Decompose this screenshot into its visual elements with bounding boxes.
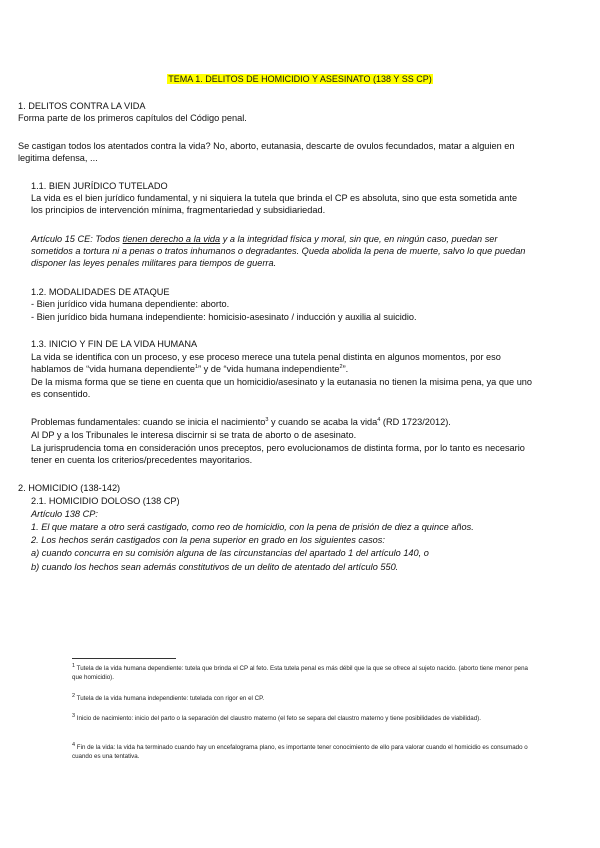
section-1-1-heading: 1.1. BIEN JURÍDICO TUTELADO	[31, 181, 168, 191]
section-1-3-line: La jurisprudencia toma en consideración unos preceptos, pero evolucionamos de distinta forma, por lo tanto es necesario	[31, 443, 525, 453]
section-1-2-heading: 1.2. MODALIDADES DE ATAQUE	[31, 287, 170, 297]
section-1-3-line: hablamos de “vida humana dependiente$^1$” y de “vida humana independiente$^2$”.	[31, 363, 349, 374]
article-15-quote-line: disponer las leyes penales militares para tiempos de guerra.	[31, 258, 277, 268]
footnote: $^1$ Tutela de la vida humana dependiente: tutela que brinda el CP al feto. Esta tutela penal es más débil que la que se ofrece al sujeto nacido. (aborto tiene menor pena que homicidio).	[72, 662, 528, 681]
footnote: $^4$ Fin de la vida: la vida ha terminado cuando hay un encefalograma plano, es importante tener conocimiento de ello para valorar cuando el homicidio es consumado o cuando es una tentativa.	[72, 741, 528, 760]
footnote-ref[interactable]: 4	[377, 416, 381, 423]
article-15-quote-line: sometidos a tortura ni a penas o tratos inhumanos o degradantes. Queda abolida la pena de muerte, salvo lo que puedan	[31, 246, 526, 256]
footnote-divider	[72, 658, 176, 659]
footnote-ref[interactable]: 3	[265, 416, 269, 423]
section-1-3-line: La vida se identifica con un proceso, y ese proceso merece una tutela penal distinta en algunos momentos, por eso	[31, 352, 501, 362]
section-1-3-line: Problemas fundamentales: cuando se inicia el nacimiento$^3$ y cuando se acaba la vida$^4$ (RD 1723/2012).	[31, 416, 451, 427]
section-2-heading: 2. HOMICIDIO (138-142)	[18, 483, 121, 493]
section-1-3-line: Al DP y a los Tribunales le interesa discirnir si se trata de aborto o de asesinato.	[31, 430, 357, 440]
footnote-ref[interactable]: 2	[339, 363, 343, 370]
section-1-question: Se castigan todos los atentados contra la vida? No, aborto, eutanasia, descarte de ovulos fecundados, matar a alguien en	[18, 141, 515, 151]
section-1-1-line: los principios de intervención mínima, fragmentariedad y subsidiariedad.	[31, 205, 326, 215]
list-item: - Bien jurídico vida humana dependiente: aborto.	[31, 299, 230, 309]
footnote-ref[interactable]: 1	[194, 363, 199, 370]
document-title: TEMA 1. DELITOS DE HOMICIDIO Y ASESINATO (138 Y SS CP)	[168, 74, 432, 84]
section-1-3-line: es consentido.	[31, 389, 91, 399]
section-1-3-line: De la misma forma que se tiene en cuenta que un homicidio/asesinato y la eutanasia no tienen la misima pena, ya que uno	[31, 377, 533, 387]
section-1-3-heading: 1.3. INICIO Y FIN DE LA VIDA HUMANA	[31, 339, 198, 349]
footnote: $^3$ Inicio de nacimiento: inicio del parto o la separación del claustro materno (el feto se separa del claustro materno y tiene posibilidades de viabilidad).	[72, 712, 481, 722]
article-138-line: 2. Los hechos serán castigados con la pena superior en grado en los siguientes casos:	[31, 535, 385, 545]
article-138-line: 1. El que matare a otro será castigado, como reo de homicidio, con la pena de prisión de diez a quince años.	[31, 522, 474, 532]
section-1-3-line: tener en cuenta los criterios/precedentes mayoritarios.	[31, 455, 253, 465]
section-1-1-line: La vida es el bien jurídico fundamental, y ni siquiera la tutela que brinda el CP es absoluta, sino que esta sometida ante	[31, 193, 518, 203]
section-1-question-cont: legitima defensa, ...	[18, 153, 98, 163]
article-138-line: b) cuando los hechos sean además constitutivos de un delito de atentado del artículo 550.	[31, 562, 399, 572]
article-138-label: Artículo 138 CP:	[31, 509, 98, 519]
footnote: $^2$ Tutela de la vida humana independiente: tutelada con rigor en el CP.	[72, 692, 265, 702]
article-138-line: a) cuando concurra en su comisión alguna de las circunstancias del apartado 1 del artículo 140, o	[31, 548, 429, 558]
section-1-line: Forma parte de los primeros capítulos del Código penal.	[18, 113, 247, 123]
list-item: - Bien jurídico bida humana independiente: homicisio-asesinato / inducción y auxilia al suicidio.	[31, 312, 417, 322]
section-1-heading: 1. DELITOS CONTRA LA VIDA	[18, 101, 146, 111]
article-15-quote: Artículo 15 CE: Todos tienen derecho a la vida y a la integridad física y moral, sin que, en ningún caso, puedan ser	[31, 234, 498, 244]
section-2-1-heading: 2.1. HOMICIDIO DOLOSO (138 CP)	[31, 496, 180, 506]
